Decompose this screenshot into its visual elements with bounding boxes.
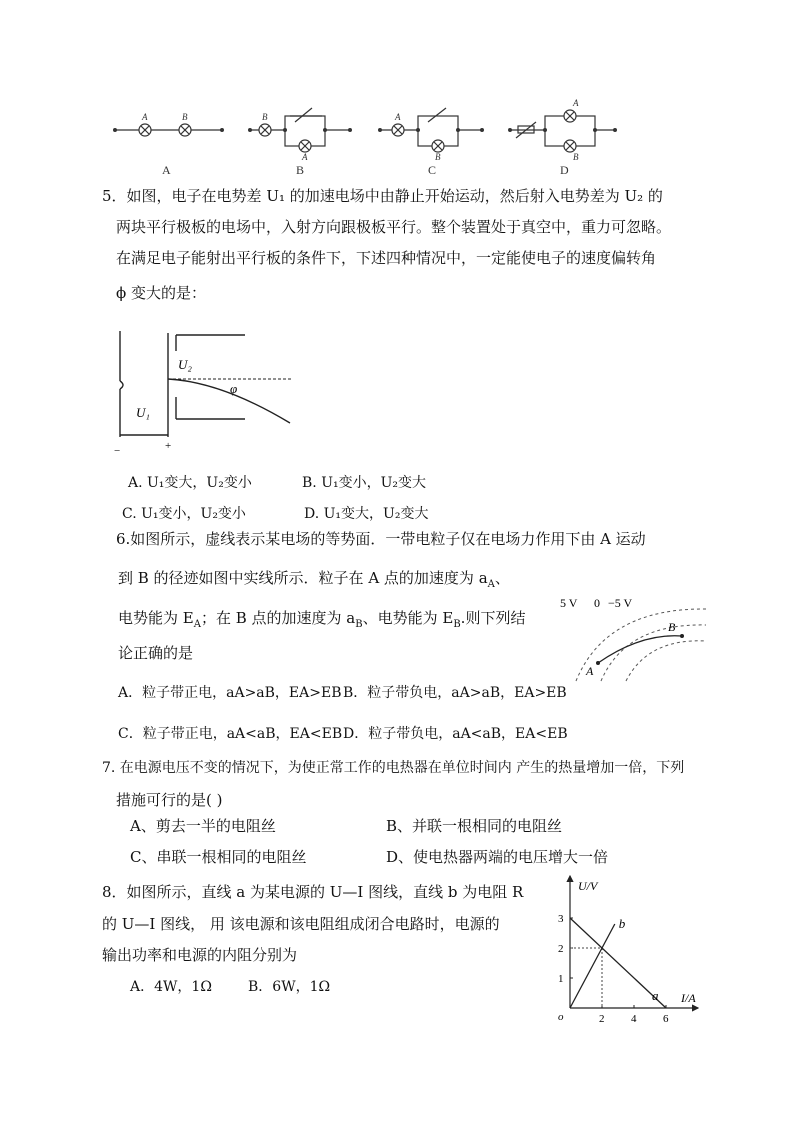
lamp-label: B (182, 112, 188, 122)
lamp-label: B (435, 152, 441, 162)
ui-chart (548, 870, 708, 1022)
q7-option-d: D、使电热器两端的电压增大一倍 (386, 848, 609, 866)
q5-line-2: 两块平行极板的电场中，入射方向跟极板平行。整个装置处于真空中，重力可忽略。 (116, 218, 672, 236)
minus-label: − (114, 445, 121, 457)
series-line-b (570, 924, 615, 1008)
lamp-label: B (573, 152, 579, 162)
plus-label: + (165, 440, 172, 452)
y-tick-label: 1 (558, 973, 564, 985)
x-tick-label: 4 (631, 1013, 637, 1022)
series-label-b: b (618, 916, 626, 931)
label-5v: 5 V (560, 596, 578, 610)
phi-label: φ (230, 381, 238, 396)
q6-option-c: C．粒子带正电，aA<aB，EA<EB (118, 726, 343, 742)
q6-option-d: D．粒子带负电，aA<aB，EA<EB (343, 726, 568, 742)
lamp-label: A (573, 98, 579, 108)
lamp-label: B (262, 112, 268, 122)
q8-line-1: 8．如图所示，直线 a 为某电源的 U—I 图线，直线 b 为电阻 R (102, 883, 524, 901)
y-tick-label: 2 (558, 943, 564, 955)
lamp-label: A (302, 152, 308, 162)
q8-option-b: B．6W，1Ω (248, 979, 331, 995)
q5-option-d: D. U₁变大，U₂变大 (304, 506, 429, 522)
q7-option-a: A、剪去一半的电阻丝 (130, 817, 276, 835)
x-tick-label: 2 (599, 1013, 605, 1022)
x-tick-label: 6 (663, 1013, 669, 1022)
label-minus-5v: −5 V (608, 596, 633, 610)
point-a-label: A (586, 664, 594, 678)
circuit-figure (100, 98, 630, 180)
u2-label: U₂ (178, 357, 192, 372)
q5-line-4: ϕ 变大的是： (116, 284, 206, 302)
q7-option-b: B、并联一根相同的电阻丝 (386, 817, 563, 835)
q7-line-1: 7. 在电源电压不变的情况下，为使正常工作的电热器在单位时间内 产生的热量增加一倍，下列 (102, 760, 685, 776)
q5-line-1: 5．如图，电子在电势差 U₁ 的加速电场中由静止开始运动，然后射入电势差为 U₂ 的 (102, 187, 663, 205)
lamp-label: A (395, 112, 401, 122)
q6-line-2: 到 B 的径迹如图中实线所示．粒子在 A 点的加速度为 $a_A$、 (118, 569, 510, 590)
y-axis-label: U/V (578, 879, 598, 893)
equipotential-figure (556, 593, 716, 683)
q6-line-3: 电势能为 $E_A$；在 B 点的加速度为 $a_B$、电势能为 $E_B$.则下列结 (118, 609, 526, 630)
q5-option-b: B. U₁变小，U₂变大 (302, 475, 427, 491)
point-b-label: B (668, 620, 676, 634)
circuit-caption: B (296, 163, 305, 177)
q6-option-b: B．粒子带负电，aA>aB，EA>EB (343, 685, 567, 701)
circuit-diagrams (100, 98, 630, 180)
circuit-caption: A (162, 163, 171, 177)
x-axis-label: I/A (681, 991, 696, 1005)
q5-option-a: A. U₁变大，U₂变小 (128, 475, 252, 491)
q7-line-2: 措施可行的是( ) (116, 791, 223, 809)
label-0v: 0 (594, 596, 600, 610)
q6-line-4: 论正确的是 (118, 644, 194, 662)
origin-label: o (558, 1011, 564, 1022)
lamp-label: A (142, 112, 148, 122)
circuit-caption: D (560, 163, 569, 177)
q7-option-c: C、串联一根相同的电阻丝 (130, 848, 307, 866)
q8-line-3: 输出功率和电源的内阻分别为 (102, 946, 298, 964)
q8-option-a: A．4W，1Ω (130, 979, 212, 995)
circuit-caption: C (428, 163, 437, 177)
y-tick-label: 3 (558, 913, 564, 925)
q6-line-1: 6.如图所示，虚线表示某电场的等势面．一带电粒子仅在电场力作用下由 A 运动 (116, 530, 646, 548)
series-label-a: a (652, 988, 659, 1003)
u1-label: U₁ (136, 405, 150, 420)
q5-option-c: C. U₁变小，U₂变小 (122, 506, 246, 522)
q5-line-3: 在满足电子能射出平行板的条件下，下述四种情况中，一定能使电子的速度偏转角 (116, 249, 657, 267)
q6-option-a: A．粒子带正电，aA>aB，EA>EB (118, 685, 342, 701)
q8-line-2: 的 U—I 图线， 用 该电源和该电阻组成闭合电路时，电源的 (102, 915, 500, 933)
deflection-figure (112, 327, 297, 457)
